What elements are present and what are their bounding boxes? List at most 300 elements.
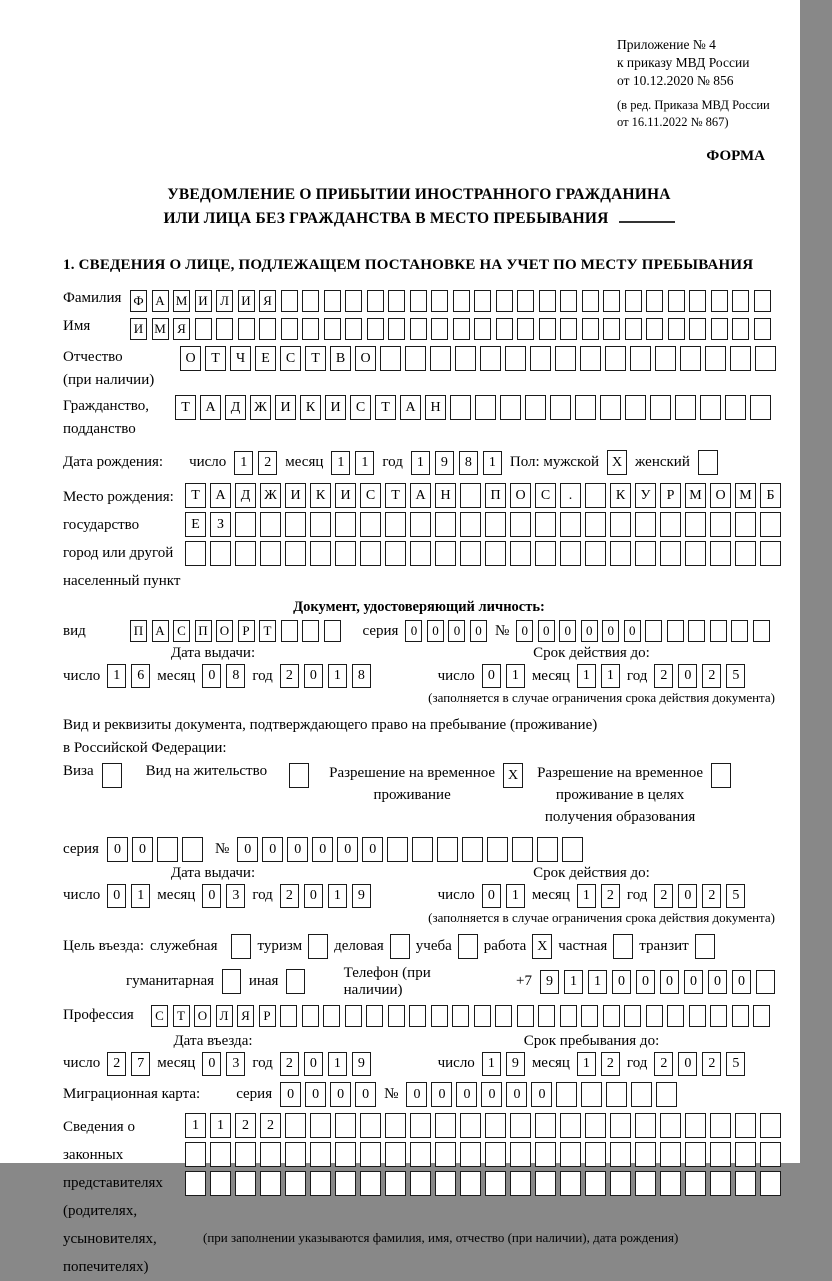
char-box[interactable] bbox=[585, 512, 606, 537]
char-box[interactable] bbox=[685, 1142, 706, 1167]
char-box[interactable] bbox=[685, 512, 706, 537]
char-box[interactable]: У bbox=[635, 483, 656, 508]
char-box[interactable] bbox=[667, 1005, 684, 1027]
char-box[interactable]: 0 bbox=[470, 620, 487, 642]
char-box[interactable]: 1 bbox=[483, 451, 502, 475]
char-box[interactable]: 0 bbox=[202, 664, 221, 688]
char-box[interactable]: 0 bbox=[581, 620, 598, 642]
char-box[interactable] bbox=[281, 620, 298, 642]
purpose-official-checkbox[interactable] bbox=[231, 934, 251, 959]
char-box[interactable] bbox=[585, 1171, 606, 1196]
char-box[interactable]: 0 bbox=[312, 837, 333, 862]
char-box[interactable]: С bbox=[151, 1005, 168, 1027]
char-box[interactable]: Е bbox=[255, 346, 276, 371]
char-box[interactable] bbox=[260, 1142, 281, 1167]
purpose-transit-checkbox[interactable] bbox=[695, 934, 715, 959]
char-box[interactable] bbox=[452, 1005, 469, 1027]
char-box[interactable] bbox=[510, 1113, 531, 1138]
char-box[interactable] bbox=[412, 837, 433, 862]
char-box[interactable]: Е bbox=[185, 512, 206, 537]
char-box[interactable] bbox=[431, 290, 448, 312]
char-box[interactable]: 1 bbox=[577, 884, 596, 908]
char-box[interactable] bbox=[505, 346, 526, 371]
char-box[interactable] bbox=[310, 1142, 331, 1167]
char-box[interactable] bbox=[385, 1142, 406, 1167]
char-box[interactable] bbox=[410, 1142, 431, 1167]
char-box[interactable] bbox=[635, 1113, 656, 1138]
char-box[interactable] bbox=[310, 512, 331, 537]
char-box[interactable]: М bbox=[735, 483, 756, 508]
char-box[interactable]: 2 bbox=[702, 664, 721, 688]
char-box[interactable] bbox=[660, 541, 681, 566]
char-box[interactable]: 0 bbox=[304, 884, 323, 908]
char-box[interactable] bbox=[560, 541, 581, 566]
char-box[interactable]: 9 bbox=[540, 970, 559, 994]
char-box[interactable]: П bbox=[130, 620, 147, 642]
char-box[interactable] bbox=[500, 395, 521, 420]
char-box[interactable] bbox=[462, 837, 483, 862]
char-box[interactable] bbox=[260, 1171, 281, 1196]
char-box[interactable] bbox=[635, 512, 656, 537]
char-box[interactable] bbox=[485, 512, 506, 537]
char-box[interactable] bbox=[512, 837, 533, 862]
char-box[interactable] bbox=[517, 1005, 534, 1027]
char-box[interactable]: 8 bbox=[352, 664, 371, 688]
char-box[interactable] bbox=[689, 1005, 706, 1027]
char-box[interactable]: 9 bbox=[435, 451, 454, 475]
char-box[interactable] bbox=[735, 541, 756, 566]
char-box[interactable] bbox=[335, 1113, 356, 1138]
char-box[interactable] bbox=[700, 395, 721, 420]
char-box[interactable]: 2 bbox=[258, 451, 277, 475]
char-box[interactable] bbox=[235, 512, 256, 537]
char-box[interactable] bbox=[517, 318, 534, 340]
char-box[interactable] bbox=[387, 837, 408, 862]
char-box[interactable]: З bbox=[210, 512, 231, 537]
char-box[interactable]: 0 bbox=[708, 970, 727, 994]
char-box[interactable] bbox=[530, 346, 551, 371]
char-box[interactable] bbox=[280, 1005, 297, 1027]
char-box[interactable]: Я bbox=[173, 318, 190, 340]
char-box[interactable]: Б bbox=[760, 483, 781, 508]
char-box[interactable] bbox=[625, 395, 646, 420]
char-box[interactable]: 0 bbox=[287, 837, 308, 862]
char-box[interactable] bbox=[580, 346, 601, 371]
char-box[interactable] bbox=[735, 1171, 756, 1196]
char-box[interactable] bbox=[562, 837, 583, 862]
char-box[interactable]: 0 bbox=[262, 837, 283, 862]
char-box[interactable]: Т bbox=[305, 346, 326, 371]
char-box[interactable] bbox=[410, 290, 427, 312]
char-box[interactable] bbox=[437, 837, 458, 862]
char-box[interactable] bbox=[388, 290, 405, 312]
char-box[interactable] bbox=[535, 512, 556, 537]
purpose-other-checkbox[interactable] bbox=[286, 969, 305, 994]
sex-female-checkbox[interactable] bbox=[698, 450, 718, 475]
char-box[interactable] bbox=[535, 1171, 556, 1196]
char-box[interactable]: Л bbox=[216, 290, 233, 312]
char-box[interactable]: Т bbox=[173, 1005, 190, 1027]
char-box[interactable]: 0 bbox=[330, 1082, 351, 1107]
char-box[interactable]: 2 bbox=[280, 664, 299, 688]
char-box[interactable] bbox=[474, 318, 491, 340]
char-box[interactable]: 2 bbox=[702, 884, 721, 908]
char-box[interactable] bbox=[510, 512, 531, 537]
char-box[interactable] bbox=[460, 483, 481, 508]
char-box[interactable]: 1 bbox=[210, 1113, 231, 1138]
char-box[interactable] bbox=[260, 512, 281, 537]
char-box[interactable]: 1 bbox=[506, 884, 525, 908]
char-box[interactable] bbox=[646, 318, 663, 340]
char-box[interactable]: 3 bbox=[226, 1052, 245, 1076]
char-box[interactable] bbox=[732, 318, 749, 340]
char-box[interactable] bbox=[385, 541, 406, 566]
char-box[interactable] bbox=[235, 541, 256, 566]
char-box[interactable] bbox=[460, 1171, 481, 1196]
char-box[interactable]: 2 bbox=[702, 1052, 721, 1076]
char-box[interactable] bbox=[335, 1142, 356, 1167]
char-box[interactable]: 1 bbox=[482, 1052, 501, 1076]
char-box[interactable]: 0 bbox=[678, 664, 697, 688]
char-box[interactable] bbox=[485, 1142, 506, 1167]
char-box[interactable]: 0 bbox=[355, 1082, 376, 1107]
char-box[interactable] bbox=[302, 318, 319, 340]
char-box[interactable] bbox=[475, 395, 496, 420]
char-box[interactable]: И bbox=[285, 483, 306, 508]
char-box[interactable]: М bbox=[173, 290, 190, 312]
char-box[interactable]: К bbox=[310, 483, 331, 508]
char-box[interactable] bbox=[755, 346, 776, 371]
char-box[interactable] bbox=[685, 541, 706, 566]
char-box[interactable]: 0 bbox=[516, 620, 533, 642]
char-box[interactable] bbox=[510, 1142, 531, 1167]
char-box[interactable] bbox=[711, 318, 728, 340]
char-box[interactable] bbox=[635, 1171, 656, 1196]
char-box[interactable] bbox=[185, 1142, 206, 1167]
char-box[interactable]: 0 bbox=[337, 837, 358, 862]
char-box[interactable]: Р bbox=[259, 1005, 276, 1027]
char-box[interactable]: 0 bbox=[732, 970, 751, 994]
char-box[interactable]: 0 bbox=[636, 970, 655, 994]
char-box[interactable] bbox=[585, 1142, 606, 1167]
char-box[interactable] bbox=[732, 290, 749, 312]
char-box[interactable] bbox=[625, 290, 642, 312]
char-box[interactable]: Ж bbox=[250, 395, 271, 420]
char-box[interactable]: Т bbox=[185, 483, 206, 508]
char-box[interactable]: 0 bbox=[660, 970, 679, 994]
char-box[interactable] bbox=[635, 1142, 656, 1167]
char-box[interactable] bbox=[656, 1082, 677, 1107]
char-box[interactable] bbox=[610, 1171, 631, 1196]
char-box[interactable] bbox=[285, 1171, 306, 1196]
char-box[interactable]: 2 bbox=[280, 1052, 299, 1076]
char-box[interactable]: М bbox=[152, 318, 169, 340]
char-box[interactable] bbox=[235, 1171, 256, 1196]
char-box[interactable]: Т bbox=[259, 620, 276, 642]
char-box[interactable] bbox=[754, 290, 771, 312]
char-box[interactable] bbox=[360, 1113, 381, 1138]
char-box[interactable] bbox=[310, 541, 331, 566]
char-box[interactable] bbox=[756, 970, 775, 994]
temp-residence-edu-checkbox[interactable] bbox=[711, 763, 731, 788]
purpose-private-checkbox[interactable] bbox=[613, 934, 633, 959]
char-box[interactable] bbox=[760, 1142, 781, 1167]
char-box[interactable] bbox=[485, 541, 506, 566]
char-box[interactable] bbox=[185, 1171, 206, 1196]
char-box[interactable]: 0 bbox=[406, 1082, 427, 1107]
purpose-work-checkbox[interactable]: X bbox=[532, 934, 552, 959]
char-box[interactable] bbox=[689, 290, 706, 312]
char-box[interactable] bbox=[635, 541, 656, 566]
char-box[interactable] bbox=[210, 1142, 231, 1167]
char-box[interactable] bbox=[556, 1082, 577, 1107]
char-box[interactable] bbox=[538, 1005, 555, 1027]
char-box[interactable]: П bbox=[195, 620, 212, 642]
char-box[interactable] bbox=[582, 318, 599, 340]
char-box[interactable]: Я bbox=[237, 1005, 254, 1027]
char-box[interactable] bbox=[259, 318, 276, 340]
char-box[interactable] bbox=[388, 1005, 405, 1027]
char-box[interactable]: 9 bbox=[352, 1052, 371, 1076]
char-box[interactable]: 0 bbox=[304, 1052, 323, 1076]
char-box[interactable]: 9 bbox=[506, 1052, 525, 1076]
char-box[interactable]: 7 bbox=[131, 1052, 150, 1076]
char-box[interactable]: Д bbox=[235, 483, 256, 508]
char-box[interactable]: 5 bbox=[726, 1052, 745, 1076]
char-box[interactable] bbox=[582, 290, 599, 312]
char-box[interactable] bbox=[753, 620, 770, 642]
char-box[interactable]: 0 bbox=[612, 970, 631, 994]
char-box[interactable] bbox=[660, 512, 681, 537]
char-box[interactable] bbox=[675, 395, 696, 420]
char-box[interactable]: А bbox=[152, 620, 169, 642]
char-box[interactable] bbox=[760, 512, 781, 537]
char-box[interactable] bbox=[550, 395, 571, 420]
char-box[interactable] bbox=[431, 318, 448, 340]
char-box[interactable]: 0 bbox=[362, 837, 383, 862]
char-box[interactable]: 0 bbox=[531, 1082, 552, 1107]
char-box[interactable] bbox=[650, 395, 671, 420]
char-box[interactable]: С bbox=[350, 395, 371, 420]
char-box[interactable] bbox=[453, 290, 470, 312]
char-box[interactable]: 8 bbox=[459, 451, 478, 475]
char-box[interactable] bbox=[581, 1005, 598, 1027]
char-box[interactable]: 0 bbox=[304, 664, 323, 688]
char-box[interactable] bbox=[410, 1113, 431, 1138]
char-box[interactable] bbox=[631, 1082, 652, 1107]
char-box[interactable] bbox=[610, 1142, 631, 1167]
char-box[interactable] bbox=[385, 1171, 406, 1196]
purpose-humanitarian-checkbox[interactable] bbox=[222, 969, 241, 994]
char-box[interactable]: О bbox=[180, 346, 201, 371]
char-box[interactable] bbox=[496, 290, 513, 312]
char-box[interactable]: 0 bbox=[684, 970, 703, 994]
char-box[interactable] bbox=[335, 512, 356, 537]
char-box[interactable] bbox=[302, 290, 319, 312]
char-box[interactable] bbox=[450, 395, 471, 420]
char-box[interactable] bbox=[730, 346, 751, 371]
char-box[interactable]: Т bbox=[385, 483, 406, 508]
char-box[interactable] bbox=[360, 512, 381, 537]
char-box[interactable]: 2 bbox=[107, 1052, 126, 1076]
char-box[interactable] bbox=[496, 318, 513, 340]
char-box[interactable]: 1 bbox=[588, 970, 607, 994]
char-box[interactable]: 3 bbox=[226, 884, 245, 908]
char-box[interactable] bbox=[435, 1171, 456, 1196]
char-box[interactable] bbox=[560, 512, 581, 537]
char-box[interactable] bbox=[405, 346, 426, 371]
char-box[interactable]: 5 bbox=[726, 664, 745, 688]
char-box[interactable] bbox=[667, 620, 684, 642]
char-box[interactable]: 0 bbox=[482, 884, 501, 908]
char-box[interactable]: 0 bbox=[405, 620, 422, 642]
char-box[interactable] bbox=[455, 346, 476, 371]
char-box[interactable]: 9 bbox=[352, 884, 371, 908]
char-box[interactable] bbox=[380, 346, 401, 371]
char-box[interactable]: 0 bbox=[237, 837, 258, 862]
char-box[interactable] bbox=[624, 1005, 641, 1027]
char-box[interactable] bbox=[606, 1082, 627, 1107]
char-box[interactable] bbox=[460, 1113, 481, 1138]
char-box[interactable] bbox=[460, 541, 481, 566]
char-box[interactable] bbox=[525, 395, 546, 420]
char-box[interactable] bbox=[281, 318, 298, 340]
char-box[interactable] bbox=[335, 541, 356, 566]
char-box[interactable] bbox=[324, 318, 341, 340]
char-box[interactable] bbox=[660, 1113, 681, 1138]
char-box[interactable] bbox=[367, 290, 384, 312]
char-box[interactable]: А bbox=[200, 395, 221, 420]
char-box[interactable] bbox=[760, 541, 781, 566]
char-box[interactable]: А bbox=[210, 483, 231, 508]
char-box[interactable] bbox=[324, 290, 341, 312]
char-box[interactable]: О bbox=[216, 620, 233, 642]
char-box[interactable]: 0 bbox=[427, 620, 444, 642]
char-box[interactable]: 1 bbox=[331, 451, 350, 475]
char-box[interactable] bbox=[555, 346, 576, 371]
char-box[interactable]: И bbox=[335, 483, 356, 508]
char-box[interactable]: Ж bbox=[260, 483, 281, 508]
char-box[interactable] bbox=[324, 620, 341, 642]
char-box[interactable]: Н bbox=[425, 395, 446, 420]
char-box[interactable]: 1 bbox=[564, 970, 583, 994]
char-box[interactable]: 0 bbox=[107, 884, 126, 908]
char-box[interactable] bbox=[760, 1113, 781, 1138]
char-box[interactable] bbox=[655, 346, 676, 371]
char-box[interactable] bbox=[535, 1113, 556, 1138]
char-box[interactable] bbox=[485, 1171, 506, 1196]
char-box[interactable] bbox=[710, 1113, 731, 1138]
char-box[interactable] bbox=[735, 1142, 756, 1167]
char-box[interactable]: 2 bbox=[601, 1052, 620, 1076]
char-box[interactable] bbox=[216, 318, 233, 340]
char-box[interactable] bbox=[539, 318, 556, 340]
char-box[interactable] bbox=[285, 512, 306, 537]
char-box[interactable] bbox=[535, 541, 556, 566]
char-box[interactable] bbox=[630, 346, 651, 371]
char-box[interactable] bbox=[603, 318, 620, 340]
char-box[interactable] bbox=[435, 1142, 456, 1167]
char-box[interactable]: Л bbox=[216, 1005, 233, 1027]
char-box[interactable] bbox=[660, 1171, 681, 1196]
sex-male-checkbox[interactable]: X bbox=[607, 450, 627, 475]
char-box[interactable]: Ф bbox=[130, 290, 147, 312]
residence-permit-checkbox[interactable] bbox=[289, 763, 309, 788]
char-box[interactable]: С bbox=[173, 620, 190, 642]
char-box[interactable] bbox=[335, 1171, 356, 1196]
purpose-business-checkbox[interactable] bbox=[390, 934, 410, 959]
char-box[interactable] bbox=[680, 346, 701, 371]
char-box[interactable] bbox=[302, 620, 319, 642]
char-box[interactable] bbox=[195, 318, 212, 340]
char-box[interactable]: Я bbox=[259, 290, 276, 312]
char-box[interactable] bbox=[487, 837, 508, 862]
char-box[interactable]: 0 bbox=[624, 620, 641, 642]
char-box[interactable]: 8 bbox=[226, 664, 245, 688]
char-box[interactable] bbox=[430, 346, 451, 371]
char-box[interactable]: 0 bbox=[559, 620, 576, 642]
char-box[interactable] bbox=[753, 1005, 770, 1027]
char-box[interactable]: А bbox=[152, 290, 169, 312]
char-box[interactable] bbox=[603, 1005, 620, 1027]
char-box[interactable]: 0 bbox=[678, 884, 697, 908]
char-box[interactable]: 1 bbox=[577, 1052, 596, 1076]
char-box[interactable] bbox=[610, 512, 631, 537]
char-box[interactable]: 1 bbox=[601, 664, 620, 688]
char-box[interactable]: 0 bbox=[456, 1082, 477, 1107]
char-box[interactable]: О bbox=[710, 483, 731, 508]
char-box[interactable]: 2 bbox=[654, 884, 673, 908]
char-box[interactable] bbox=[560, 1171, 581, 1196]
char-box[interactable] bbox=[310, 1171, 331, 1196]
char-box[interactable] bbox=[182, 837, 203, 862]
char-box[interactable] bbox=[560, 1142, 581, 1167]
char-box[interactable]: С bbox=[280, 346, 301, 371]
char-box[interactable] bbox=[460, 1142, 481, 1167]
char-box[interactable] bbox=[360, 1171, 381, 1196]
char-box[interactable]: Ч bbox=[230, 346, 251, 371]
char-box[interactable] bbox=[710, 620, 727, 642]
char-box[interactable]: К bbox=[300, 395, 321, 420]
char-box[interactable] bbox=[235, 1142, 256, 1167]
char-box[interactable] bbox=[185, 541, 206, 566]
char-box[interactable]: 1 bbox=[411, 451, 430, 475]
char-box[interactable]: К bbox=[610, 483, 631, 508]
purpose-study-checkbox[interactable] bbox=[458, 934, 478, 959]
char-box[interactable]: 0 bbox=[431, 1082, 452, 1107]
char-box[interactable]: О bbox=[510, 483, 531, 508]
char-box[interactable]: 0 bbox=[506, 1082, 527, 1107]
char-box[interactable]: 1 bbox=[577, 664, 596, 688]
char-box[interactable]: 0 bbox=[538, 620, 555, 642]
char-box[interactable] bbox=[710, 1171, 731, 1196]
char-box[interactable]: П bbox=[485, 483, 506, 508]
char-box[interactable]: 1 bbox=[506, 664, 525, 688]
char-box[interactable] bbox=[410, 318, 427, 340]
char-box[interactable] bbox=[685, 1113, 706, 1138]
char-box[interactable] bbox=[435, 512, 456, 537]
char-box[interactable] bbox=[485, 1113, 506, 1138]
char-box[interactable]: Т bbox=[205, 346, 226, 371]
char-box[interactable] bbox=[710, 512, 731, 537]
char-box[interactable] bbox=[388, 318, 405, 340]
char-box[interactable] bbox=[760, 1171, 781, 1196]
char-box[interactable] bbox=[646, 290, 663, 312]
char-box[interactable] bbox=[750, 395, 771, 420]
char-box[interactable]: . bbox=[560, 483, 581, 508]
char-box[interactable] bbox=[645, 620, 662, 642]
char-box[interactable] bbox=[410, 1171, 431, 1196]
